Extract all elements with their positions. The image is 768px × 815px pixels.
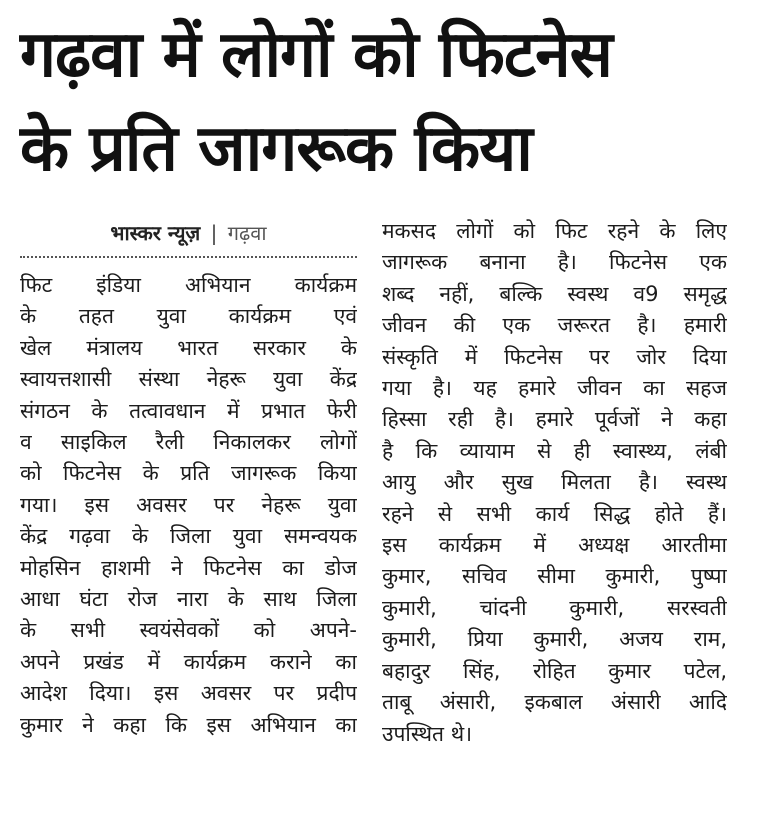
body-line: उपस्थित थे। (382, 721, 473, 746)
body-line: कुमार, सचिव सीमा कुमारी, पुष्पा (382, 564, 727, 589)
body-line: खेल मंत्रालय भारत सरकार के (20, 335, 357, 360)
byline-divider (20, 256, 357, 258)
body-line: स्वायत्तशासी संस्था नेहरू युवा केंद्र (20, 367, 357, 392)
body-line: इस कार्यक्रम में अध्यक्ष आरतीमा (382, 533, 727, 558)
body-line: गया। इस अवसर पर नेहरू युवा (20, 492, 357, 517)
body-line: केंद्र गढ़वा के जिला युवा समन्वयक (20, 524, 357, 549)
byline (20, 214, 357, 252)
body-line: रहने से सभी कार्य सिद्ध होते हैं। (382, 501, 727, 526)
body-line: कुमारी, चांदनी कुमारी, सरस्वती (382, 595, 727, 620)
body-line: आयु और सुख मिलता है। स्वस्थ (382, 470, 727, 495)
article-column-right (382, 216, 727, 750)
body-line: संगठन के तत्वावधान में प्रभात फेरी (20, 398, 357, 423)
body-line: जीवन की एक जरूरत है। हमारी (382, 313, 727, 338)
headline-line-1: गढ़वा में लोगों को फिटनेस (20, 18, 612, 92)
body-line: शब्द नहीं, बल्कि स्वस्थ व9 समृद्ध (382, 281, 727, 306)
body-line: कुमार ने कहा कि इस अभियान का (20, 712, 357, 737)
body-line: कुमारी, प्रिया कुमारी, अजय राम, (382, 627, 727, 652)
headline (20, 8, 760, 196)
byline-source: भास्कर न्यूज़ (110, 221, 201, 245)
body-line: ताबू अंसारी, इकबाल अंसारी आदि (382, 690, 727, 715)
body-line: के तहत युवा कार्यक्रम एवं (20, 304, 357, 329)
body-line: व साइकिल रैली निकालकर लोगों (20, 430, 357, 455)
body-line: आधा घंटा रोज नारा के साथ जिला (20, 587, 357, 612)
body-line: मकसद लोगों को फिट रहने के लिए (382, 219, 727, 243)
body-line: मोहसिन हाशमी ने फिटनेस का डोज (20, 555, 357, 580)
article-column-left (20, 214, 357, 741)
byline-place: गढ़वा (227, 221, 267, 245)
body-line: हिस्सा रही है। हमारे पूर्वजों ने कहा (382, 407, 727, 432)
byline-separator: | (210, 221, 218, 245)
body-line: है कि व्यायाम से ही स्वास्थ्य, लंबी (382, 438, 727, 463)
body-line: बहादुर सिंह, रोहित कुमार पटेल, (382, 658, 727, 683)
body-line: फिट इंडिया अभियान कार्यक्रम (20, 273, 357, 297)
body-line: के सभी स्वयंसेवकों को अपने- (20, 618, 357, 643)
headline-line-2: के प्रति जागरूक किया (20, 112, 532, 186)
body-line: अपने प्रखंड में कार्यक्रम कराने का (20, 649, 357, 674)
body-line: संस्कृति में फिटनेस पर जोर दिया (382, 344, 727, 369)
body-line: जागरूक बनाना है। फिटनेस एक (382, 250, 727, 275)
body-line: गया है। यह हमारे जीवन का सहज (382, 376, 727, 401)
body-line: आदेश दिया। इस अवसर पर प्रदीप (20, 681, 357, 706)
body-line: को फिटनेस के प्रति जागरूक किया (20, 461, 357, 486)
